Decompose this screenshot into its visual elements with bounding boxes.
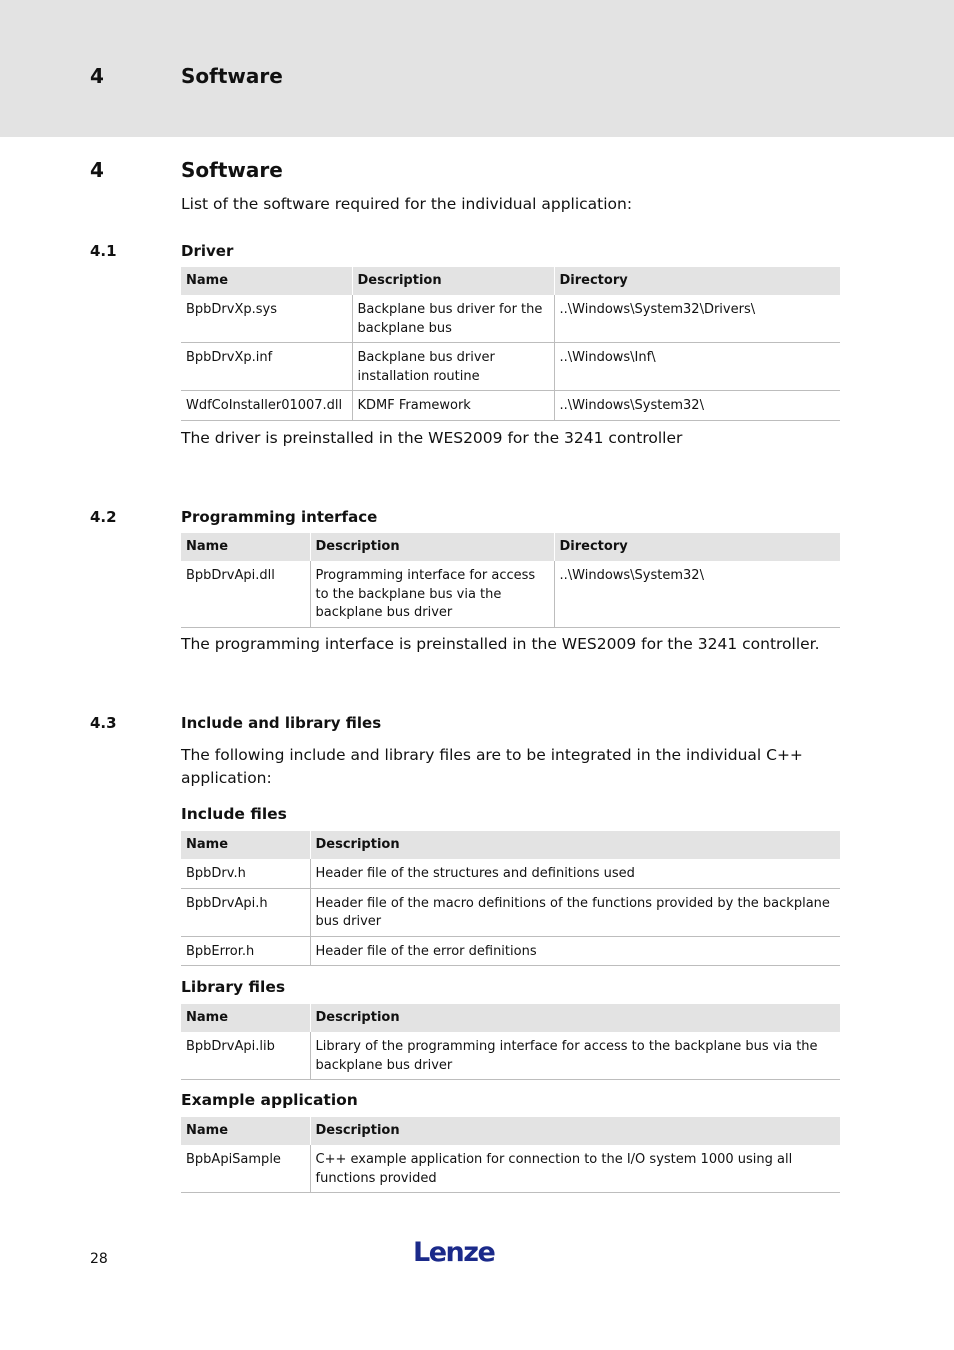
driver-table [181, 267, 840, 421]
cell-name: BpbDrvApi.dll [181, 561, 310, 627]
column-header: Directory [554, 267, 840, 295]
column-header: Name [181, 831, 310, 859]
library-files-title: Library files [181, 978, 286, 996]
column-header: Directory [554, 533, 840, 561]
cell-description: Programming interface for access to the backplane bus via the backplane bus driver [310, 561, 554, 627]
chapter-title: Software [181, 158, 283, 182]
table-header-row [181, 831, 840, 859]
table-row [181, 888, 840, 936]
column-header: Name [181, 533, 310, 561]
table-row [181, 1145, 840, 1193]
cell-description: Backplane bus driver for the backplane bus [352, 295, 554, 343]
column-header: Description [352, 267, 554, 295]
cell-name: BpbDrvApi.lib [181, 1032, 310, 1080]
cell-name: BpbDrvXp.sys [181, 295, 352, 343]
page-number: 28 [90, 1251, 108, 1267]
cell-directory: ..\Windows\Inf\ [554, 343, 840, 391]
column-header: Name [181, 1004, 310, 1032]
table-row [181, 561, 840, 627]
cell-name: BpbError.h [181, 936, 310, 966]
section-title-include: Include and library files [181, 714, 382, 732]
column-header: Description [310, 1004, 840, 1032]
cell-directory: ..\Windows\System32\ [554, 561, 840, 627]
example-application-title: Example application [181, 1091, 358, 1109]
cell-description: Header file of the structures and definitions used [310, 859, 840, 888]
table-row [181, 1032, 840, 1080]
table-header-row [181, 267, 840, 295]
table-header-row [181, 533, 840, 561]
cell-description: Header file of the macro definitions of the functions provided by the backplane bus driver [310, 888, 840, 936]
cell-directory: ..\Windows\System32\ [554, 391, 840, 421]
include-files-title: Include files [181, 805, 287, 823]
cell-name: WdfCoInstaller01007.dll [181, 391, 352, 421]
running-header-band [0, 0, 954, 137]
cell-name: BpbDrvApi.h [181, 888, 310, 936]
column-header: Description [310, 831, 840, 859]
example-application-table [181, 1117, 840, 1193]
table-row [181, 936, 840, 966]
library-files-table [181, 1004, 840, 1080]
column-header: Name [181, 1117, 310, 1145]
cell-description: Backplane bus driver installation routine [352, 343, 554, 391]
section-title-programming: Programming interface [181, 508, 378, 526]
cell-description: Header file of the error definitions [310, 936, 840, 966]
include-intro: The following include and library files are to be integrated in the individual C++ application: [181, 746, 803, 787]
section-title-driver: Driver [181, 242, 234, 260]
table-row [181, 295, 840, 343]
section-number-include: 4.3 [90, 714, 117, 732]
cell-description: Library of the programming interface for access to the backplane bus via the backplane bus driver [310, 1032, 840, 1080]
section-number-driver: 4.1 [90, 242, 117, 260]
table-row [181, 343, 840, 391]
table-row [181, 391, 840, 421]
section-number-programming: 4.2 [90, 508, 117, 526]
cell-name: BpbApiSample [181, 1145, 310, 1193]
chapter-intro: List of the software required for the individual application: [181, 195, 633, 213]
cell-description: C++ example application for connection to the I/O system 1000 using all functions provided [310, 1145, 840, 1193]
running-header-title: Software [181, 64, 283, 88]
driver-note: The driver is preinstalled in the WES2009 for the 3241 controller [181, 429, 683, 447]
chapter-number: 4 [90, 158, 104, 182]
column-header: Description [310, 1117, 840, 1145]
table-header-row [181, 1004, 840, 1032]
cell-name: BpbDrv.h [181, 859, 310, 888]
cell-description: KDMF Framework [352, 391, 554, 421]
table-header-row [181, 1117, 840, 1145]
cell-directory: ..\Windows\System32\Drivers\ [554, 295, 840, 343]
programming-note: The programming interface is preinstalled in the WES2009 for the 3241 controller. [181, 635, 820, 653]
programming-table [181, 533, 840, 628]
include-files-table [181, 831, 840, 966]
column-header: Name [181, 267, 352, 295]
lenze-logo: Lenze [413, 1237, 495, 1268]
running-header-number: 4 [90, 64, 104, 88]
column-header: Description [310, 533, 554, 561]
table-row [181, 859, 840, 888]
cell-name: BpbDrvXp.inf [181, 343, 352, 391]
